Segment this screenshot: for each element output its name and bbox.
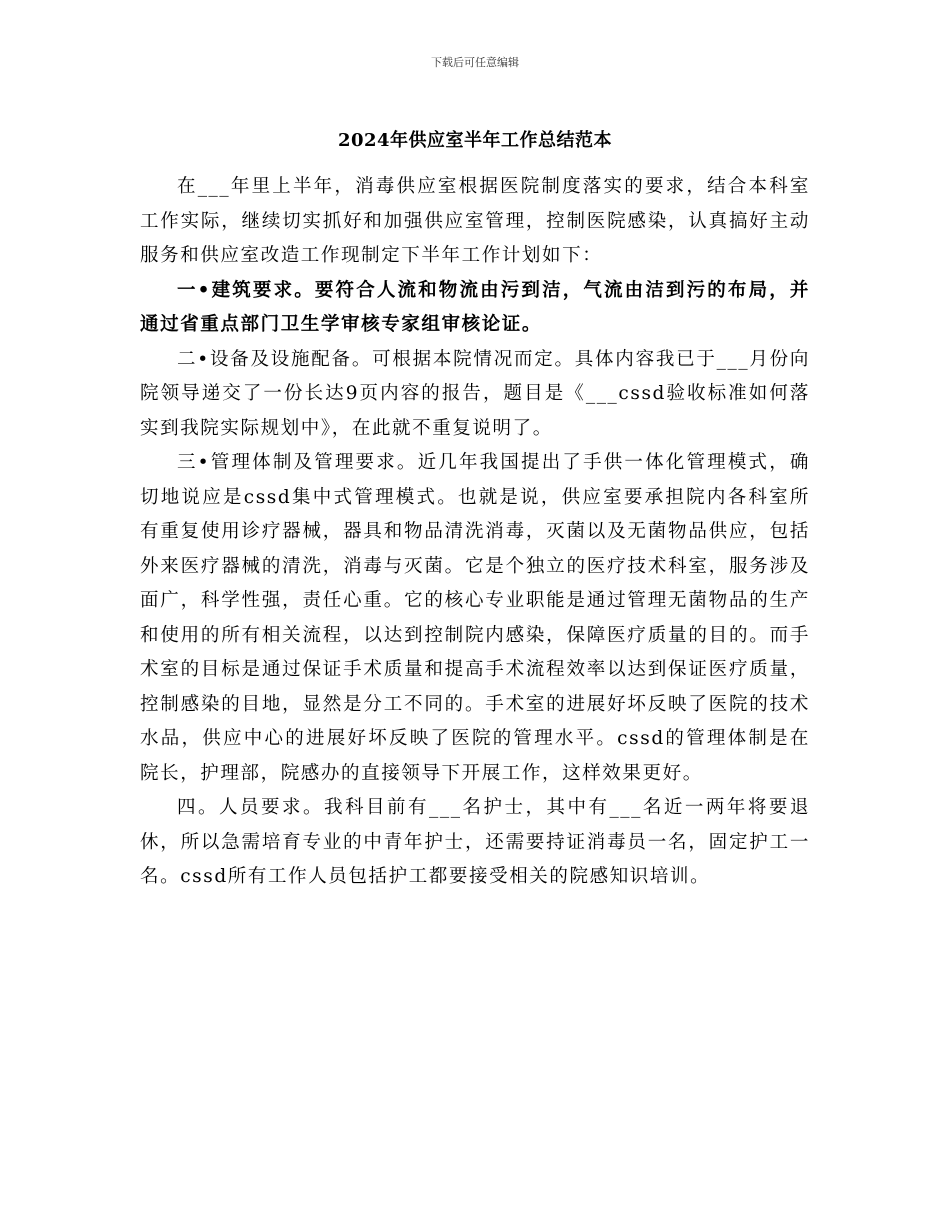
paragraph-section-4: 四。人员要求。我科目前有___名护士，其中有___名近一两年将要退休，所以急需培育专业的中青年护士，还需要持证消毒员一名，固定护工一名。cssd所有工作人员包括护工都要接受相关的院感知识培训。 (140, 797, 810, 887)
paragraph-section-1: 一•建筑要求。要符合人流和物流由污到洁，气流由洁到污的布局，并通过省重点部门卫生学审核专家组审核论证。 (140, 279, 810, 335)
paragraph-section-3: 三•管理体制及管理要求。近几年我国提出了手供一体化管理模式，确切地说应是cssd集中式管理模式。也就是说，供应室要承担院内各科室所有重复使用诊疗器械，器具和物品清洗消毒，灭菌以及无菌物品供应，包括外来医疗器械的清洗，消毒与灭菌。它是个独立的医疗技术科室，服务涉及面广，科学性强，责任心重。它的核心专业职能是通过管理无菌物品的生产和使用的所有相关流程，以达到控制院内感染，保障医疗质量的目的。而手术室的目标是通过保证手术质量和提高手术流程效率以达到保证医疗质量，控制感染的目地，显然是分工不同的。手术室的进展好坏反映了医院的技术水品，供应中心的进展好坏反映了医院的管理水平。cssd的管理体制是在院长，护理部，院感办的直接领导下开展工作，这样效果更好。 (140, 452, 810, 784)
paragraph-intro: 在___年里上半年，消毒供应室根据医院制度落实的要求，结合本科室工作实际，继续切实抓好和加强供应室管理，控制医院感染，认真搞好主动服务和供应室改造工作现制定下半年工作计划如下： (140, 176, 810, 266)
header-note: 下载后可任意编辑 (431, 56, 519, 69)
paragraph-section-2: 二•设备及设施配备。可根据本院情况而定。具体内容我已于___月份向院领导递交了一份长达9页内容的报告，题目是《___cssd验收标准如何落实到我院实际规划中》，在此就不重复说明了。 (140, 348, 810, 439)
document-body (140, 170, 810, 895)
document-title: 2024年供应室半年工作总结范本 (337, 130, 613, 151)
